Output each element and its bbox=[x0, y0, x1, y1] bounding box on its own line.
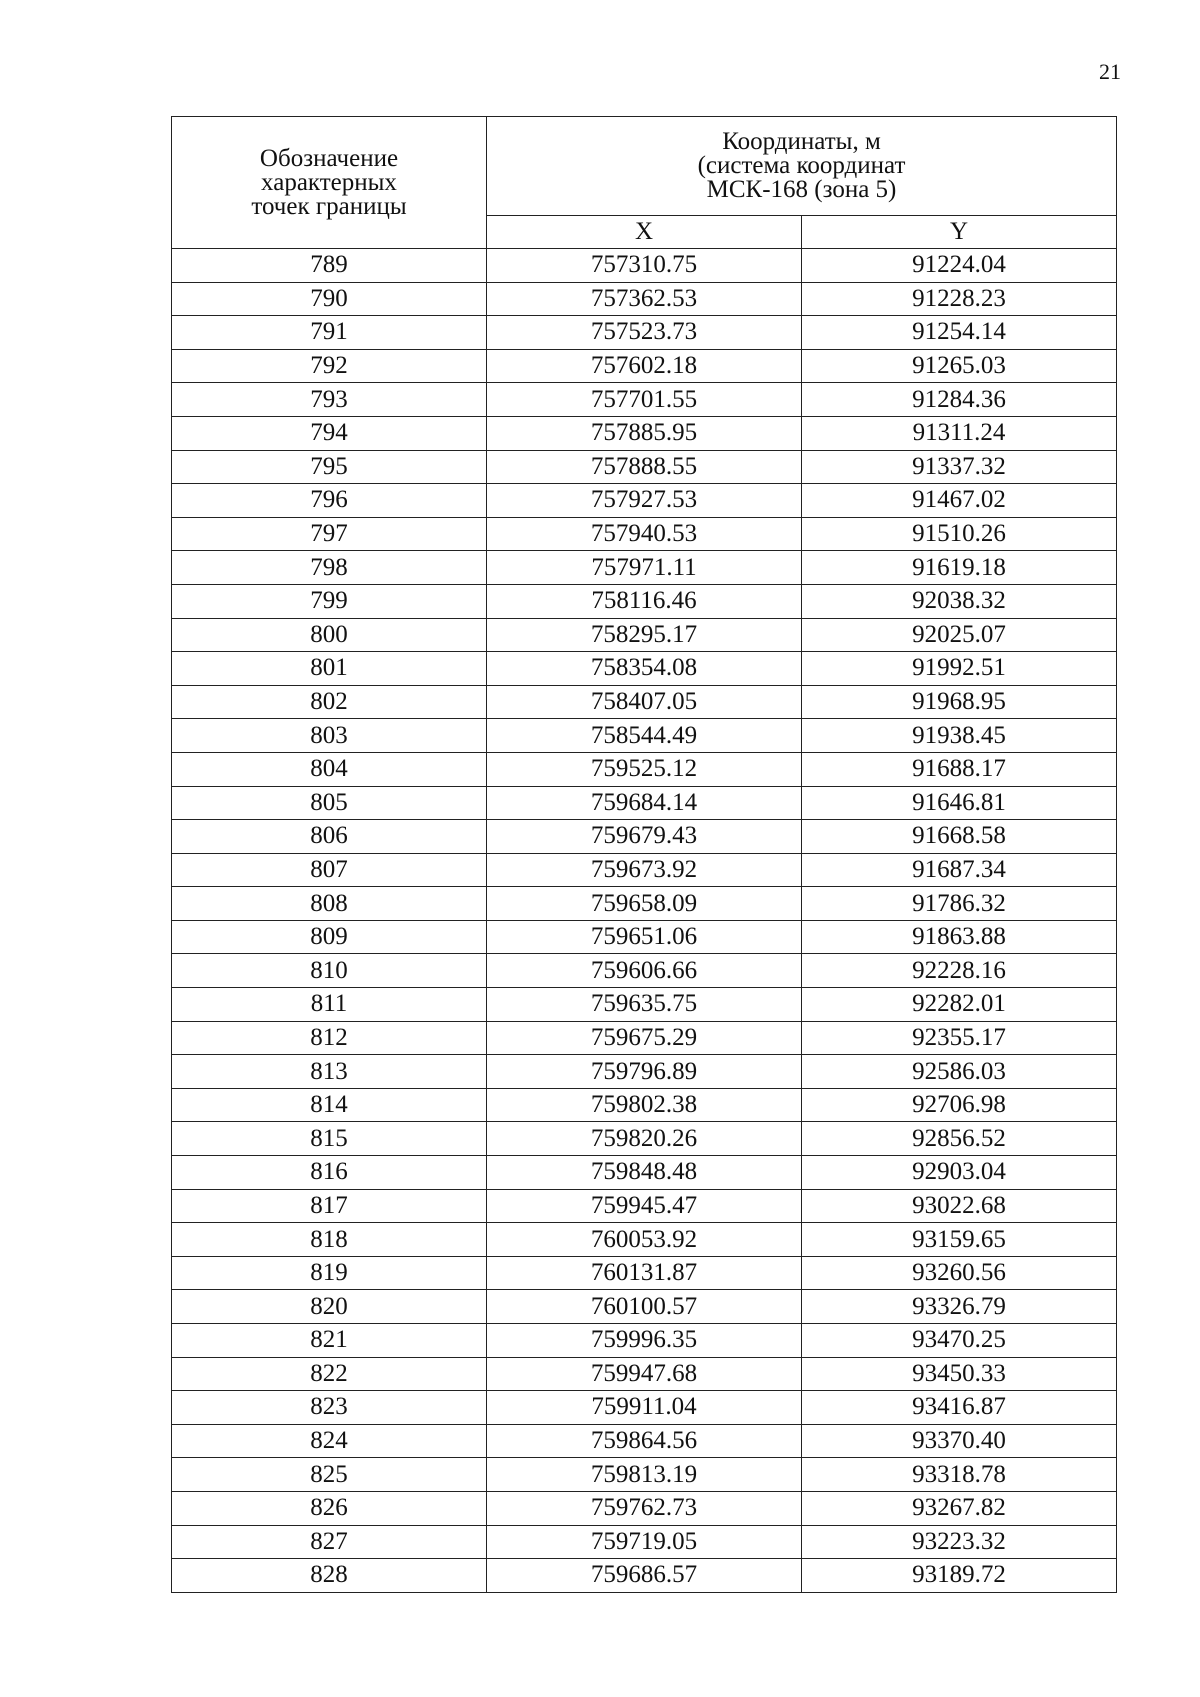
table-row bbox=[172, 685, 1117, 719]
point-cell: 824 bbox=[172, 1424, 487, 1458]
table-row bbox=[172, 316, 1117, 350]
y-coordinate-cell: 92228.16 bbox=[802, 954, 1117, 988]
x-coordinate-cell: 757523.73 bbox=[487, 316, 802, 350]
point-cell: 793 bbox=[172, 383, 487, 417]
point-cell: 806 bbox=[172, 820, 487, 854]
table-row bbox=[172, 517, 1117, 551]
point-cell: 811 bbox=[172, 988, 487, 1022]
x-coordinate-cell: 759606.66 bbox=[487, 954, 802, 988]
x-coordinate-cell: 759864.56 bbox=[487, 1424, 802, 1458]
y-coordinate-cell: 93326.79 bbox=[802, 1290, 1117, 1324]
table-row bbox=[172, 1324, 1117, 1358]
y-coordinate-cell: 93318.78 bbox=[802, 1458, 1117, 1492]
x-column-header: X bbox=[487, 215, 802, 248]
point-cell: 807 bbox=[172, 853, 487, 887]
point-cell: 816 bbox=[172, 1156, 487, 1190]
table-row bbox=[172, 383, 1117, 417]
point-cell: 821 bbox=[172, 1324, 487, 1358]
y-coordinate-cell: 92903.04 bbox=[802, 1156, 1117, 1190]
x-coordinate-cell: 757602.18 bbox=[487, 349, 802, 383]
coordinates-header bbox=[487, 117, 1117, 216]
x-coordinate-cell: 759813.19 bbox=[487, 1458, 802, 1492]
x-coordinate-cell: 758407.05 bbox=[487, 685, 802, 719]
y-coordinate-cell: 91992.51 bbox=[802, 652, 1117, 686]
y-coordinate-cell: 92038.32 bbox=[802, 584, 1117, 618]
y-coordinate-cell: 93189.72 bbox=[802, 1559, 1117, 1593]
x-coordinate-cell: 758295.17 bbox=[487, 618, 802, 652]
x-coordinate-cell: 757310.75 bbox=[487, 249, 802, 283]
point-cell: 809 bbox=[172, 920, 487, 954]
y-coordinate-cell: 91968.95 bbox=[802, 685, 1117, 719]
x-coordinate-cell: 759848.48 bbox=[487, 1156, 802, 1190]
x-coordinate-cell: 759947.68 bbox=[487, 1357, 802, 1391]
table-row bbox=[172, 551, 1117, 585]
point-cell: 790 bbox=[172, 282, 487, 316]
table-row bbox=[172, 786, 1117, 820]
point-cell: 801 bbox=[172, 652, 487, 686]
point-cell: 814 bbox=[172, 1088, 487, 1122]
point-cell: 822 bbox=[172, 1357, 487, 1391]
x-coordinate-cell: 758354.08 bbox=[487, 652, 802, 686]
table-row bbox=[172, 484, 1117, 518]
x-coordinate-cell: 759911.04 bbox=[487, 1391, 802, 1425]
y-coordinate-cell: 93223.32 bbox=[802, 1525, 1117, 1559]
y-coordinate-cell: 92586.03 bbox=[802, 1055, 1117, 1089]
y-coordinate-cell: 91619.18 bbox=[802, 551, 1117, 585]
y-coordinate-cell: 93370.40 bbox=[802, 1424, 1117, 1458]
table-row bbox=[172, 920, 1117, 954]
table-row bbox=[172, 1458, 1117, 1492]
point-cell: 804 bbox=[172, 752, 487, 786]
table-row bbox=[172, 349, 1117, 383]
point-cell: 798 bbox=[172, 551, 487, 585]
point-cell: 792 bbox=[172, 349, 487, 383]
table-row bbox=[172, 1290, 1117, 1324]
y-coordinate-cell: 93159.65 bbox=[802, 1223, 1117, 1257]
table-row bbox=[172, 1256, 1117, 1290]
point-cell: 823 bbox=[172, 1391, 487, 1425]
table-row bbox=[172, 820, 1117, 854]
y-coordinate-cell: 91688.17 bbox=[802, 752, 1117, 786]
table-row bbox=[172, 282, 1117, 316]
x-coordinate-cell: 757927.53 bbox=[487, 484, 802, 518]
x-coordinate-cell: 757885.95 bbox=[487, 416, 802, 450]
table-body bbox=[172, 249, 1117, 1593]
x-coordinate-cell: 757971.11 bbox=[487, 551, 802, 585]
x-coordinate-cell: 759762.73 bbox=[487, 1491, 802, 1525]
designation-header-line-3: точек границы bbox=[251, 192, 407, 220]
x-coordinate-cell: 757701.55 bbox=[487, 383, 802, 417]
y-coordinate-cell: 92856.52 bbox=[802, 1122, 1117, 1156]
point-cell: 795 bbox=[172, 450, 487, 484]
y-coordinate-cell: 93260.56 bbox=[802, 1256, 1117, 1290]
y-coordinate-cell: 91337.32 bbox=[802, 450, 1117, 484]
table-row bbox=[172, 249, 1117, 283]
x-coordinate-cell: 758116.46 bbox=[487, 584, 802, 618]
point-cell: 805 bbox=[172, 786, 487, 820]
table-row bbox=[172, 1559, 1117, 1593]
y-coordinate-cell: 92282.01 bbox=[802, 988, 1117, 1022]
x-coordinate-cell: 759525.12 bbox=[487, 752, 802, 786]
x-coordinate-cell: 759719.05 bbox=[487, 1525, 802, 1559]
table-row bbox=[172, 450, 1117, 484]
y-coordinate-cell: 91646.81 bbox=[802, 786, 1117, 820]
x-coordinate-cell: 757362.53 bbox=[487, 282, 802, 316]
y-coordinate-cell: 91224.04 bbox=[802, 249, 1117, 283]
x-coordinate-cell: 759945.47 bbox=[487, 1189, 802, 1223]
point-cell: 820 bbox=[172, 1290, 487, 1324]
table-row bbox=[172, 1525, 1117, 1559]
table-row bbox=[172, 652, 1117, 686]
table-row bbox=[172, 1424, 1117, 1458]
x-coordinate-cell: 757888.55 bbox=[487, 450, 802, 484]
point-cell: 810 bbox=[172, 954, 487, 988]
y-coordinate-cell: 92706.98 bbox=[802, 1088, 1117, 1122]
point-cell: 812 bbox=[172, 1021, 487, 1055]
x-coordinate-cell: 759635.75 bbox=[487, 988, 802, 1022]
table-row bbox=[172, 1491, 1117, 1525]
point-cell: 796 bbox=[172, 484, 487, 518]
point-cell: 819 bbox=[172, 1256, 487, 1290]
x-coordinate-cell: 759673.92 bbox=[487, 853, 802, 887]
designation-header-line-1: Обозначение bbox=[259, 144, 399, 172]
y-coordinate-cell: 91311.24 bbox=[802, 416, 1117, 450]
y-coordinate-cell: 93267.82 bbox=[802, 1491, 1117, 1525]
point-cell: 802 bbox=[172, 685, 487, 719]
point-cell: 826 bbox=[172, 1491, 487, 1525]
table-row bbox=[172, 1391, 1117, 1425]
point-cell: 800 bbox=[172, 618, 487, 652]
y-coordinate-cell: 91938.45 bbox=[802, 719, 1117, 753]
y-coordinate-cell: 91265.03 bbox=[802, 349, 1117, 383]
page-number: 21 bbox=[1099, 59, 1121, 84]
x-coordinate-cell: 759996.35 bbox=[487, 1324, 802, 1358]
x-coordinate-cell: 759679.43 bbox=[487, 820, 802, 854]
table-row bbox=[172, 618, 1117, 652]
point-cell: 797 bbox=[172, 517, 487, 551]
y-coordinate-cell: 91786.32 bbox=[802, 887, 1117, 921]
point-cell: 803 bbox=[172, 719, 487, 753]
table-row bbox=[172, 1088, 1117, 1122]
y-coordinate-cell: 91284.36 bbox=[802, 383, 1117, 417]
y-coordinate-cell: 91254.14 bbox=[802, 316, 1117, 350]
y-coordinate-cell: 91510.26 bbox=[802, 517, 1117, 551]
point-cell: 827 bbox=[172, 1525, 487, 1559]
x-coordinate-cell: 759796.89 bbox=[487, 1055, 802, 1089]
table-row bbox=[172, 1122, 1117, 1156]
table-row bbox=[172, 954, 1117, 988]
y-coordinate-cell: 93416.87 bbox=[802, 1391, 1117, 1425]
point-cell: 799 bbox=[172, 584, 487, 618]
table-row bbox=[172, 1223, 1117, 1257]
table-row bbox=[172, 584, 1117, 618]
table-row bbox=[172, 719, 1117, 753]
table-row bbox=[172, 853, 1117, 887]
designation-header bbox=[172, 117, 487, 249]
x-coordinate-cell: 760053.92 bbox=[487, 1223, 802, 1257]
point-cell: 794 bbox=[172, 416, 487, 450]
point-cell: 789 bbox=[172, 249, 487, 283]
designation-header-line-2: характерных bbox=[261, 168, 397, 196]
coordinates-header-line-1: Координаты, м bbox=[722, 127, 881, 155]
table-row bbox=[172, 1021, 1117, 1055]
x-coordinate-cell: 759820.26 bbox=[487, 1122, 802, 1156]
coordinates-header-line-2: (система координат bbox=[697, 151, 906, 179]
y-coordinate-cell: 92355.17 bbox=[802, 1021, 1117, 1055]
y-coordinate-cell: 93450.33 bbox=[802, 1357, 1117, 1391]
y-coordinate-cell: 93470.25 bbox=[802, 1324, 1117, 1358]
x-coordinate-cell: 758544.49 bbox=[487, 719, 802, 753]
y-coordinate-cell: 91228.23 bbox=[802, 282, 1117, 316]
y-coordinate-cell: 91467.02 bbox=[802, 484, 1117, 518]
x-coordinate-cell: 759686.57 bbox=[487, 1559, 802, 1593]
x-coordinate-cell: 760100.57 bbox=[487, 1290, 802, 1324]
table-header bbox=[172, 117, 1117, 249]
table-row bbox=[172, 416, 1117, 450]
x-coordinate-cell: 759658.09 bbox=[487, 887, 802, 921]
table-row bbox=[172, 1357, 1117, 1391]
x-coordinate-cell: 760131.87 bbox=[487, 1256, 802, 1290]
point-cell: 808 bbox=[172, 887, 487, 921]
table-row bbox=[172, 988, 1117, 1022]
point-cell: 813 bbox=[172, 1055, 487, 1089]
y-column-header: Y bbox=[802, 215, 1117, 248]
table-row bbox=[172, 752, 1117, 786]
y-coordinate-cell: 92025.07 bbox=[802, 618, 1117, 652]
table-row bbox=[172, 1156, 1117, 1190]
x-coordinate-cell: 757940.53 bbox=[487, 517, 802, 551]
y-coordinate-cell: 91668.58 bbox=[802, 820, 1117, 854]
point-cell: 817 bbox=[172, 1189, 487, 1223]
x-coordinate-cell: 759675.29 bbox=[487, 1021, 802, 1055]
y-coordinate-cell: 93022.68 bbox=[802, 1189, 1117, 1223]
coordinates-table bbox=[171, 116, 1117, 1593]
point-cell: 791 bbox=[172, 316, 487, 350]
y-coordinate-cell: 91687.34 bbox=[802, 853, 1117, 887]
y-coordinate-cell: 91863.88 bbox=[802, 920, 1117, 954]
point-cell: 825 bbox=[172, 1458, 487, 1492]
coordinates-header-line-3: МСК-168 (зона 5) bbox=[706, 175, 897, 203]
point-cell: 815 bbox=[172, 1122, 487, 1156]
point-cell: 818 bbox=[172, 1223, 487, 1257]
x-coordinate-cell: 759802.38 bbox=[487, 1088, 802, 1122]
point-cell: 828 bbox=[172, 1559, 487, 1593]
table-row bbox=[172, 887, 1117, 921]
x-coordinate-cell: 759651.06 bbox=[487, 920, 802, 954]
x-coordinate-cell: 759684.14 bbox=[487, 786, 802, 820]
table-row bbox=[172, 1055, 1117, 1089]
table-row bbox=[172, 1189, 1117, 1223]
